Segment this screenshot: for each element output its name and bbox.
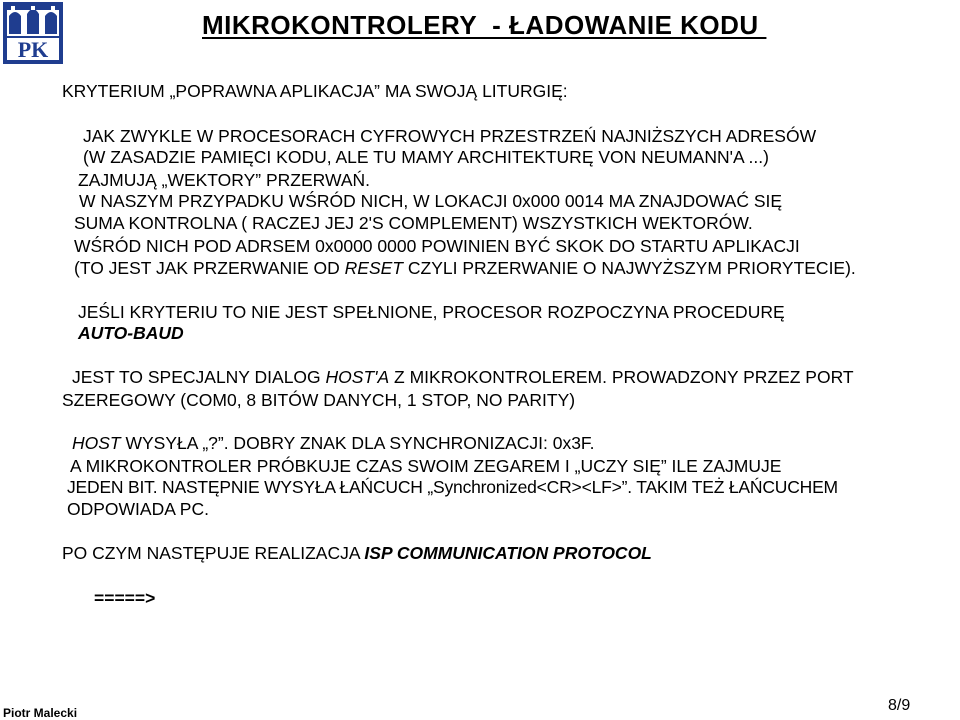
- text-line: SZEREGOWY (COM0, 8 BITÓW DANYCH, 1 STOP, NO PARITY): [62, 390, 576, 410]
- text-line: SUMA KONTROLNA ( RACZEJ JEJ 2'S COMPLEMENT) WSZYSTKICH WEKTORÓW.: [74, 213, 753, 233]
- page-title: MIKROKONTROLERY - ŁADOWANIE KODU: [202, 10, 767, 40]
- text-line: WŚRÓD NICH POD ADRSEM 0x0000 0000 POWINIEN BYĆ SKOK DO STARTU APLIKACJI: [74, 236, 800, 256]
- host-term: HOST'A: [325, 367, 390, 387]
- text-segment: (TO JEST JAK PRZERWANIE OD: [74, 258, 345, 278]
- text-segment: CZYLI PRZERWANIE O NAJWYŻSZYM PRIORYTECIE).: [403, 258, 856, 278]
- page-number: 8/9: [888, 697, 911, 714]
- next-arrow: =====>: [94, 588, 156, 608]
- isp-protocol-term: ISP COMMUNICATION PROTOCOL: [364, 543, 652, 563]
- text-line: ODPOWIADA PC.: [67, 499, 209, 519]
- text-segment: Z MIKROKONTROLEREM. PROWADZONY PRZEZ PORT: [389, 367, 854, 387]
- criterion-line: KRYTERIUM „POPRAWNA APLIKACJA” MA SWOJĄ LITURGIĘ:: [62, 81, 568, 101]
- text-segment: PO CZYM NASTĘPUJE REALIZACJA: [62, 543, 365, 563]
- text-segment: WYSYŁA „?”. DOBRY ZNAK DLA SYNCHRONIZACJI: 0x3F.: [120, 433, 595, 453]
- text-line: [74, 258, 856, 278]
- text-line: JEŚLI KRYTERIU TO NIE JEST SPEŁNIONE, PROCESOR ROZPOCZYNA PROCEDURĘ: [78, 302, 785, 322]
- autobaud-term: AUTO-BAUD: [78, 323, 184, 343]
- text-segment: JEST TO SPECJALNY DIALOG: [72, 367, 326, 387]
- author-name: Piotr Malecki: [3, 706, 78, 720]
- text-line: [62, 543, 652, 563]
- text-line: A MIKROKONTROLER PRÓBKUJE CZAS SWOIM ZEGAREM I „UCZY SIĘ” ILE ZAJMUJE: [70, 456, 782, 476]
- university-logo: [3, 2, 63, 64]
- text-line: (W ZASADZIE PAMIĘCI KODU, ALE TU MAMY ARCHITEKTURĘ VON NEUMANN'A ...): [83, 147, 769, 167]
- reset-term: RESET: [344, 258, 404, 278]
- text-line: ZAJMUJĄ „WEKTORY” PRZERWAŃ.: [78, 170, 371, 190]
- text-line: [72, 433, 595, 453]
- text-line: [72, 367, 854, 387]
- text-line: W NASZYM PRZYPADKU WŚRÓD NICH, W LOKACJI 0x000 0014 MA ZNAJDOWAĆ SIĘ: [79, 191, 783, 211]
- logo-lettering: PK: [17, 37, 49, 62]
- text-line: JAK ZWYKLE W PROCESORACH CYFROWYCH PRZESTRZEŃ NAJNIŻSZYCH ADRESÓW: [83, 126, 817, 146]
- host-term: HOST: [72, 433, 121, 453]
- text-line: JEDEN BIT. NASTĘPNIE WYSYŁA ŁAŃCUCH „Synchronized<CR><LF>”. TAKIM TEŻ ŁAŃCUCHEM: [67, 477, 838, 497]
